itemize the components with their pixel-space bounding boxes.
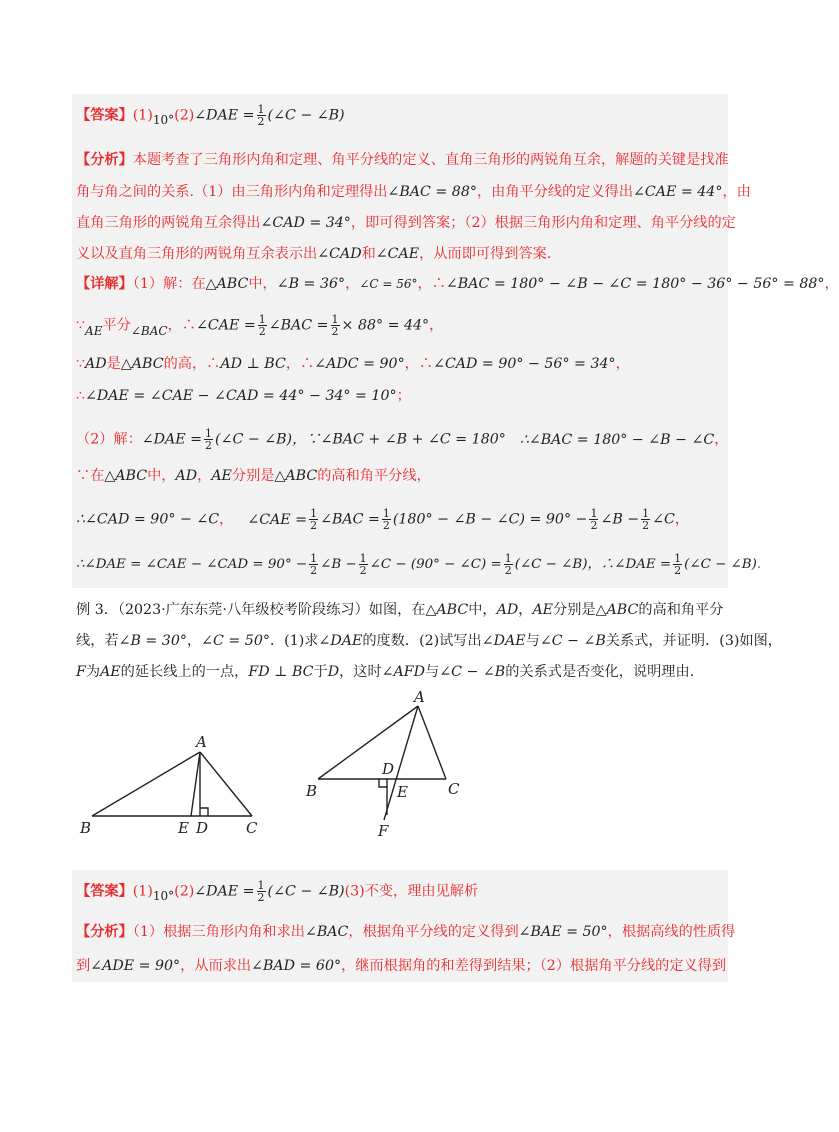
detail-line-6: ∵在△ABC中，AD，AE分别是△ABC的高和角平分线， — [76, 468, 431, 484]
answer-line: 【答案】$(1)_{10^\circ}(2)\angle DAE$ = $\frac{1}{2}$ (∠C − ∠B) — [76, 103, 345, 128]
detail-line-3: ∵AD是△ABC的高，∴AD ⊥ BC，∴∠ADC = 90°，∴∠CAD = 90° − 56° = 34°， — [76, 356, 630, 372]
label-c: C — [448, 780, 460, 798]
answer-line-2: 【答案】$(1)_{10^\circ}(2)\angle DAE$ = $\frac{1}{2}$ (∠C − ∠B)(3)不变，理由见解析 — [76, 879, 479, 904]
analysis-line-3: 直角三角形的两锐角互余得出∠CAD = 34°，即可得到答案；（2）根据三角形内角和定理、角平分线的定 — [76, 215, 736, 231]
label-d: D — [382, 760, 395, 778]
analysis-line-2-2: 到∠ADE = 90°，从而求出∠BAD = 60°，继而根据角的和差得到结果；（2）根据角平分线的定义得到 — [76, 958, 727, 974]
detail-line-7: ∴∠CAD = 90° − ∠C， ∠CAE = $\frac{1}{2}$ ∠BAC = $\frac{1}{2}$ (180° − ∠B − ∠C) = 90° − $\frac{1}{2}$ ∠B − $\frac{1}{2}$ ∠C， — [76, 507, 690, 532]
detail-line-8: ∴∠DAE = ∠CAE − ∠CAD = 90° − $\frac{1}{2}$ ∠B − $\frac{1}{2}$ ∠C − (90° − ∠C) = $\frac{1}{2}$ (∠C − ∠B)，∴∠DAE = $\frac{1}{2}$ (∠C − ∠B). — [76, 552, 762, 577]
figure-triangle-1 — [70, 720, 300, 850]
label-a: A — [414, 688, 425, 706]
segment-ae — [191, 752, 200, 816]
detail-line-5: （2）解：∠DAE = $\frac{1}{2}$ (∠C − ∠B)，∵∠BAC + ∠B + ∠C = 180° ∴∠BAC = 180° − ∠B − ∠C， — [76, 427, 729, 452]
right-angle-mark — [379, 779, 387, 787]
label-f: F — [378, 822, 389, 840]
label-e: E — [397, 783, 408, 801]
label-b: B — [80, 819, 92, 837]
label-c: C — [246, 819, 258, 837]
fraction-half: $\frac{1}{2}$ — [257, 103, 265, 128]
segment-ab — [92, 752, 200, 816]
analysis-line-2-1: 【分析】（1）根据三角形内角和求出∠BAC，根据角平分线的定义得到∠BAE = 50°，根据高线的性质得 — [76, 924, 736, 940]
detail-line-4: ∴∠DAE = ∠CAE − ∠CAD = 44° − 34° = 10°； — [76, 388, 411, 404]
segment-ab — [318, 706, 418, 779]
figure-triangle-2 — [300, 690, 480, 840]
right-angle-mark — [200, 808, 208, 816]
label-d: D — [196, 819, 209, 837]
label-e: E — [178, 819, 189, 837]
segment-ac — [418, 706, 446, 779]
detail-line-1: 【详解】（1）解：在△ABC中，∠B = 36°，∠C = 56°，∴∠BAC = 180° − ∠B − ∠C = 180° − 36° − 56° = 88°， — [76, 276, 839, 292]
analysis-line-4: 义以及直角三角形的两锐角互余表示出∠CAD和∠CAE，从而即可得到答案. — [76, 246, 552, 262]
detail-line-2: $\because_{AE}$平分$_{\angle BAC}$，∴∠CAE = $\frac{1}{2}$ ∠BAC = $\frac{1}{2}$ × 88° = 44°， — [76, 313, 444, 338]
segment-ac — [200, 752, 252, 816]
analysis-line-2: 角与角之间的关系.（1）由三角形内角和定理得出∠BAC = 88°，由角平分线的定义得出∠CAE = 44°，由 — [76, 184, 751, 200]
example-line-3: F为AE的延长线上的一点，FD ⊥ BC于D，这时∠AFD与∠C − ∠B的关系式是否变化，说明理由. — [76, 664, 695, 680]
label-b: B — [306, 782, 318, 800]
analysis-line-1: 【分析】本题考查了三角形内角和定理、角平分线的定义、直角三角形的两锐角互余，解题的关键是找准 — [76, 152, 729, 168]
example-line-1: 例 3．（2023·广东东莞·八年级校考阶段练习）如图，在△ABC中，AD，AE分别是△ABC的高和角平分 — [76, 602, 724, 618]
example-line-2: 线，若∠B = 30°，∠C = 50°．(1)求∠DAE的度数．(2)试写出∠DAE与∠C − ∠B关系式，并证明．(3)如图， — [76, 633, 782, 649]
label-a: A — [196, 733, 207, 751]
